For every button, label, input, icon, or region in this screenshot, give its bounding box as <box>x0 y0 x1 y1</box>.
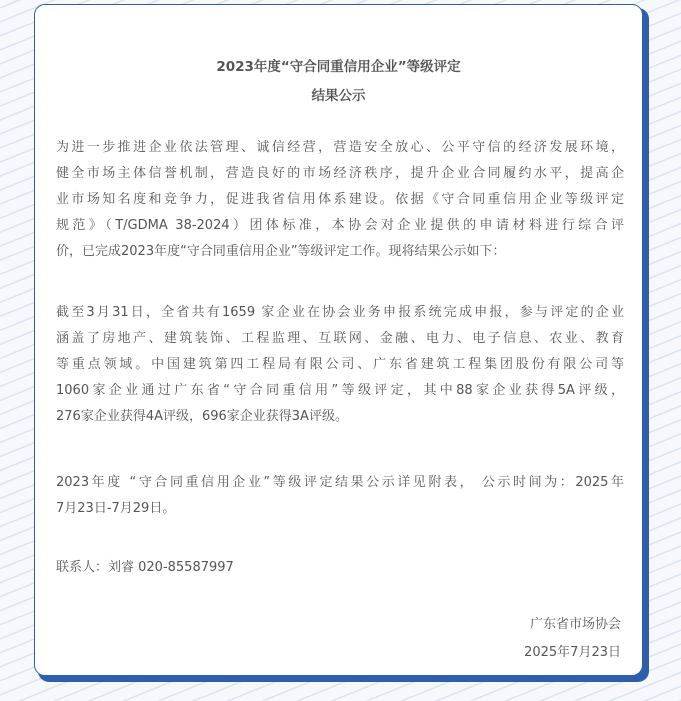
text-line: 1060家企业通过广东省“守合同重信用”等级评定，其中88家企业获得5A评级， <box>56 383 624 398</box>
text-line: 涵盖了房地产、建筑装饰、工程监理、互联网、金融、电力、电子信息、农业、教育 <box>56 331 624 346</box>
text-line: 等重点领域。中国建筑第四工程局有限公司、广东省建筑工程集团股份有限公司等 <box>56 357 624 372</box>
text-line: 业市场知名度和竞争力，促进我省信用体系建设。依据《守合同重信用企业等级评定 <box>56 192 624 207</box>
publicity-paragraph <box>56 470 624 522</box>
notice-subtitle: 结果公示 <box>311 88 366 104</box>
text-line: 2023年度 “守合同重信用企业”等级评定结果公示详见附表， 公示时间为：2025年 <box>56 475 624 490</box>
text-line: 276家企业获得4A评级，696家企业获得3A评级。 <box>56 409 348 424</box>
notice-card <box>34 4 643 676</box>
signature-date: 2025年7月23日 <box>524 645 621 660</box>
results-paragraph <box>56 300 624 430</box>
text-line: 截至3月31日，全省共有1659 家企业在协会业务申报系统完成申报，参与评定的企业 <box>56 305 624 320</box>
text-line: 7月23日-7月29日。 <box>56 501 176 516</box>
signature-organization: 广东省市场协会 <box>529 617 621 632</box>
text-line: 健全市场主体信誉机制，营造良好的市场经济秩序，提升企业合同履约水平，提高企 <box>56 166 624 181</box>
contact-line: 联系人：刘睿 020-85587997 <box>56 560 234 575</box>
intro-paragraph <box>56 135 624 265</box>
notice-title: 2023年度“守合同重信用企业”等级评定 <box>216 59 461 75</box>
text-line: 规范》（T/GDMA 38-2024）团体标准，本协会对企业提供的申请材料进行综合评 <box>56 218 624 233</box>
text-line: 为进一步推进企业依法管理、诚信经营，营造安全放心、公平守信的经济发展环境， <box>56 140 624 155</box>
text-line: 价，已完成2023年度“守合同重信用企业”等级评定工作。现将结果公示如下： <box>56 244 506 259</box>
